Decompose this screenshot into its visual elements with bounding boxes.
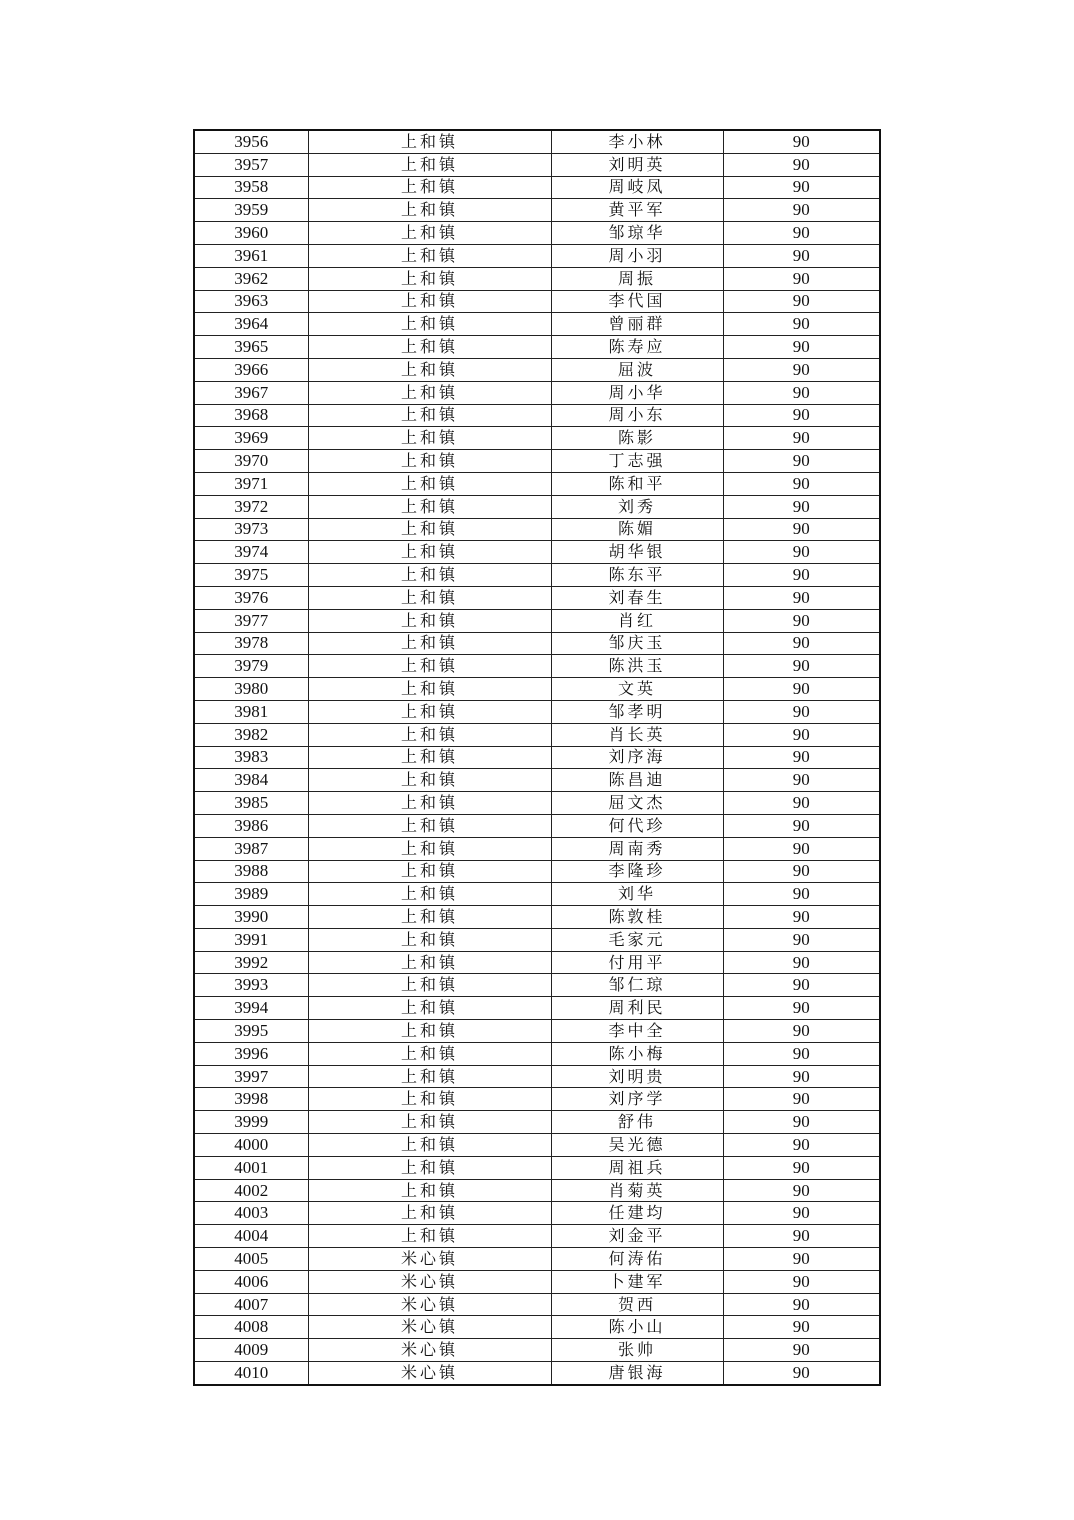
serial-number-cell: 3994 [194,997,308,1020]
table-row [194,1156,880,1179]
person-name-cell: 肖菊英 [551,1179,723,1202]
amount-cell: 90 [723,906,880,929]
person-name-cell: 陈昌迪 [551,769,723,792]
table-row [194,792,880,815]
table-row [194,313,880,336]
town-cell: 上和镇 [308,1225,551,1248]
table-row [194,472,880,495]
town-cell: 上和镇 [308,655,551,678]
person-name-cell: 周振 [551,267,723,290]
table-row [194,427,880,450]
table-row [194,951,880,974]
town-cell: 上和镇 [308,541,551,564]
amount-cell: 90 [723,1020,880,1043]
person-name-cell: 张帅 [551,1339,723,1362]
table-row [194,130,880,153]
person-name-cell: 付用平 [551,951,723,974]
serial-number-cell: 3998 [194,1088,308,1111]
serial-number-cell: 3972 [194,495,308,518]
serial-number-cell: 3990 [194,906,308,929]
town-cell: 上和镇 [308,860,551,883]
person-name-cell: 何代珍 [551,814,723,837]
amount-cell: 90 [723,222,880,245]
town-cell: 上和镇 [308,997,551,1020]
town-cell: 上和镇 [308,518,551,541]
amount-cell: 90 [723,769,880,792]
town-cell: 上和镇 [308,267,551,290]
town-cell: 上和镇 [308,336,551,359]
person-name-cell: 陈敦桂 [551,906,723,929]
table-row [194,1179,880,1202]
amount-cell: 90 [723,518,880,541]
serial-number-cell: 3983 [194,746,308,769]
table-row [194,906,880,929]
table-row [194,153,880,176]
person-name-cell: 卜建军 [551,1270,723,1293]
table-row [194,1088,880,1111]
table-row [194,1065,880,1088]
town-cell: 上和镇 [308,450,551,473]
person-name-cell: 邹琼华 [551,222,723,245]
town-cell: 上和镇 [308,564,551,587]
person-name-cell: 刘明英 [551,153,723,176]
person-name-cell: 胡华银 [551,541,723,564]
amount-cell: 90 [723,951,880,974]
person-name-cell: 贺西 [551,1293,723,1316]
person-name-cell: 邹仁琼 [551,974,723,997]
table-row [194,860,880,883]
person-name-cell: 陈影 [551,427,723,450]
table-row [194,746,880,769]
person-name-cell: 刘秀 [551,495,723,518]
amount-cell: 90 [723,244,880,267]
serial-number-cell: 3956 [194,130,308,153]
table-row [194,974,880,997]
amount-cell: 90 [723,1179,880,1202]
amount-cell: 90 [723,837,880,860]
amount-cell: 90 [723,358,880,381]
person-name-cell: 陈寿应 [551,336,723,359]
person-name-cell: 周祖兵 [551,1156,723,1179]
amount-cell: 90 [723,632,880,655]
serial-number-cell: 3979 [194,655,308,678]
town-cell: 米心镇 [308,1362,551,1385]
table-row [194,928,880,951]
table-row [194,814,880,837]
town-cell: 上和镇 [308,1020,551,1043]
person-name-cell: 肖红 [551,609,723,632]
table-row [194,518,880,541]
table-row [194,655,880,678]
person-name-cell: 屈波 [551,358,723,381]
person-name-cell: 周利民 [551,997,723,1020]
serial-number-cell: 3978 [194,632,308,655]
table-row [194,290,880,313]
person-name-cell: 何涛佑 [551,1248,723,1271]
amount-cell: 90 [723,336,880,359]
town-cell: 米心镇 [308,1270,551,1293]
town-cell: 上和镇 [308,1179,551,1202]
person-name-cell: 周南秀 [551,837,723,860]
serial-number-cell: 4004 [194,1225,308,1248]
serial-number-cell: 3981 [194,700,308,723]
town-cell: 上和镇 [308,1156,551,1179]
table-row [194,336,880,359]
table-row [194,1248,880,1271]
person-name-cell: 文英 [551,678,723,701]
table-row [194,1111,880,1134]
table-row [194,541,880,564]
serial-number-cell: 3980 [194,678,308,701]
amount-cell: 90 [723,1293,880,1316]
serial-number-cell: 3958 [194,176,308,199]
serial-number-cell: 3957 [194,153,308,176]
amount-cell: 90 [723,290,880,313]
amount-cell: 90 [723,564,880,587]
town-cell: 上和镇 [308,746,551,769]
amount-cell: 90 [723,1156,880,1179]
serial-number-cell: 3977 [194,609,308,632]
amount-cell: 90 [723,700,880,723]
person-name-cell: 吴光德 [551,1134,723,1157]
town-cell: 上和镇 [308,404,551,427]
amount-cell: 90 [723,313,880,336]
town-cell: 上和镇 [308,176,551,199]
town-cell: 上和镇 [308,222,551,245]
person-name-cell: 李中全 [551,1020,723,1043]
table-row [194,1225,880,1248]
serial-number-cell: 3962 [194,267,308,290]
table-row [194,997,880,1020]
amount-cell: 90 [723,495,880,518]
table-row [194,723,880,746]
table-row [194,1042,880,1065]
amount-cell: 90 [723,153,880,176]
amount-cell: 90 [723,883,880,906]
serial-number-cell: 3968 [194,404,308,427]
serial-number-cell: 3984 [194,769,308,792]
amount-cell: 90 [723,655,880,678]
table-row [194,1362,880,1385]
serial-number-cell: 3989 [194,883,308,906]
table-row [194,1270,880,1293]
serial-number-cell: 3965 [194,336,308,359]
amount-cell: 90 [723,1316,880,1339]
town-cell: 上和镇 [308,906,551,929]
serial-number-cell: 3963 [194,290,308,313]
serial-number-cell: 3969 [194,427,308,450]
serial-number-cell: 3975 [194,564,308,587]
serial-number-cell: 4000 [194,1134,308,1157]
person-name-cell: 肖长英 [551,723,723,746]
town-cell: 上和镇 [308,769,551,792]
town-cell: 上和镇 [308,792,551,815]
serial-number-cell: 3987 [194,837,308,860]
table-row [194,586,880,609]
table-row [194,404,880,427]
town-cell: 上和镇 [308,678,551,701]
person-name-cell: 丁志强 [551,450,723,473]
amount-cell: 90 [723,1339,880,1362]
table-row [194,883,880,906]
town-cell: 上和镇 [308,700,551,723]
table-row [194,632,880,655]
roster-table-body [194,130,880,1385]
table-row [194,769,880,792]
person-name-cell: 屈文杰 [551,792,723,815]
person-name-cell: 毛家元 [551,928,723,951]
table-row [194,1316,880,1339]
serial-number-cell: 3999 [194,1111,308,1134]
town-cell: 上和镇 [308,814,551,837]
amount-cell: 90 [723,176,880,199]
serial-number-cell: 3970 [194,450,308,473]
table-row [194,267,880,290]
serial-number-cell: 4005 [194,1248,308,1271]
amount-cell: 90 [723,1225,880,1248]
serial-number-cell: 3973 [194,518,308,541]
town-cell: 上和镇 [308,723,551,746]
person-name-cell: 李隆珍 [551,860,723,883]
amount-cell: 90 [723,974,880,997]
amount-cell: 90 [723,404,880,427]
serial-number-cell: 3960 [194,222,308,245]
person-name-cell: 周岐凤 [551,176,723,199]
town-cell: 米心镇 [308,1339,551,1362]
person-name-cell: 刘金平 [551,1225,723,1248]
person-name-cell: 唐银海 [551,1362,723,1385]
table-row [194,199,880,222]
amount-cell: 90 [723,586,880,609]
amount-cell: 90 [723,746,880,769]
table-row [194,609,880,632]
town-cell: 上和镇 [308,883,551,906]
town-cell: 上和镇 [308,199,551,222]
town-cell: 上和镇 [308,244,551,267]
town-cell: 上和镇 [308,358,551,381]
serial-number-cell: 3966 [194,358,308,381]
amount-cell: 90 [723,1111,880,1134]
amount-cell: 90 [723,472,880,495]
person-name-cell: 邹庆玉 [551,632,723,655]
amount-cell: 90 [723,997,880,1020]
table-row [194,678,880,701]
person-name-cell: 任建均 [551,1202,723,1225]
town-cell: 上和镇 [308,951,551,974]
amount-cell: 90 [723,1042,880,1065]
person-name-cell: 陈媚 [551,518,723,541]
amount-cell: 90 [723,814,880,837]
town-cell: 上和镇 [308,495,551,518]
table-row [194,700,880,723]
amount-cell: 90 [723,1202,880,1225]
serial-number-cell: 3976 [194,586,308,609]
table-row [194,1020,880,1043]
town-cell: 上和镇 [308,290,551,313]
serial-number-cell: 3959 [194,199,308,222]
serial-number-cell: 3988 [194,860,308,883]
table-row [194,837,880,860]
table-row [194,564,880,587]
town-cell: 上和镇 [308,632,551,655]
town-cell: 上和镇 [308,586,551,609]
amount-cell: 90 [723,381,880,404]
serial-number-cell: 3997 [194,1065,308,1088]
town-cell: 上和镇 [308,974,551,997]
person-name-cell: 陈和平 [551,472,723,495]
town-cell: 米心镇 [308,1248,551,1271]
town-cell: 上和镇 [308,837,551,860]
serial-number-cell: 4010 [194,1362,308,1385]
serial-number-cell: 4002 [194,1179,308,1202]
town-cell: 上和镇 [308,153,551,176]
amount-cell: 90 [723,450,880,473]
serial-number-cell: 3992 [194,951,308,974]
person-name-cell: 刘春生 [551,586,723,609]
amount-cell: 90 [723,1362,880,1385]
table-row [194,381,880,404]
table-row [194,1339,880,1362]
town-cell: 上和镇 [308,1111,551,1134]
table-row [194,450,880,473]
serial-number-cell: 3971 [194,472,308,495]
town-cell: 上和镇 [308,427,551,450]
person-name-cell: 周小东 [551,404,723,427]
amount-cell: 90 [723,267,880,290]
person-name-cell: 李代国 [551,290,723,313]
roster-table [193,129,881,1386]
town-cell: 米心镇 [308,1293,551,1316]
serial-number-cell: 3961 [194,244,308,267]
person-name-cell: 邹孝明 [551,700,723,723]
serial-number-cell: 4006 [194,1270,308,1293]
amount-cell: 90 [723,1134,880,1157]
person-name-cell: 曾丽群 [551,313,723,336]
person-name-cell: 陈小山 [551,1316,723,1339]
table-row [194,1134,880,1157]
serial-number-cell: 3995 [194,1020,308,1043]
town-cell: 上和镇 [308,313,551,336]
table-row [194,1293,880,1316]
person-name-cell: 周小华 [551,381,723,404]
serial-number-cell: 3974 [194,541,308,564]
table-row [194,358,880,381]
amount-cell: 90 [723,427,880,450]
amount-cell: 90 [723,1088,880,1111]
amount-cell: 90 [723,792,880,815]
person-name-cell: 陈东平 [551,564,723,587]
town-cell: 上和镇 [308,1042,551,1065]
serial-number-cell: 3985 [194,792,308,815]
town-cell: 米心镇 [308,1316,551,1339]
amount-cell: 90 [723,928,880,951]
person-name-cell: 舒伟 [551,1111,723,1134]
person-name-cell: 刘明贵 [551,1065,723,1088]
person-name-cell: 李小林 [551,130,723,153]
table-row [194,222,880,245]
person-name-cell: 周小羽 [551,244,723,267]
serial-number-cell: 4007 [194,1293,308,1316]
town-cell: 上和镇 [308,381,551,404]
serial-number-cell: 4008 [194,1316,308,1339]
town-cell: 上和镇 [308,1065,551,1088]
amount-cell: 90 [723,1065,880,1088]
amount-cell: 90 [723,860,880,883]
serial-number-cell: 3967 [194,381,308,404]
town-cell: 上和镇 [308,609,551,632]
town-cell: 上和镇 [308,472,551,495]
serial-number-cell: 4009 [194,1339,308,1362]
amount-cell: 90 [723,723,880,746]
serial-number-cell: 3964 [194,313,308,336]
table-row [194,1202,880,1225]
table-row [194,495,880,518]
amount-cell: 90 [723,199,880,222]
serial-number-cell: 3986 [194,814,308,837]
town-cell: 上和镇 [308,130,551,153]
person-name-cell: 陈洪玉 [551,655,723,678]
person-name-cell: 刘序海 [551,746,723,769]
person-name-cell: 刘序学 [551,1088,723,1111]
serial-number-cell: 3982 [194,723,308,746]
serial-number-cell: 4003 [194,1202,308,1225]
table-row [194,176,880,199]
amount-cell: 90 [723,609,880,632]
amount-cell: 90 [723,130,880,153]
person-name-cell: 黄平军 [551,199,723,222]
serial-number-cell: 3991 [194,928,308,951]
serial-number-cell: 3996 [194,1042,308,1065]
town-cell: 上和镇 [308,1088,551,1111]
amount-cell: 90 [723,541,880,564]
serial-number-cell: 4001 [194,1156,308,1179]
person-name-cell: 刘华 [551,883,723,906]
amount-cell: 90 [723,1248,880,1271]
person-name-cell: 陈小梅 [551,1042,723,1065]
amount-cell: 90 [723,1270,880,1293]
table-row [194,244,880,267]
town-cell: 上和镇 [308,928,551,951]
amount-cell: 90 [723,678,880,701]
town-cell: 上和镇 [308,1134,551,1157]
town-cell: 上和镇 [308,1202,551,1225]
serial-number-cell: 3993 [194,974,308,997]
